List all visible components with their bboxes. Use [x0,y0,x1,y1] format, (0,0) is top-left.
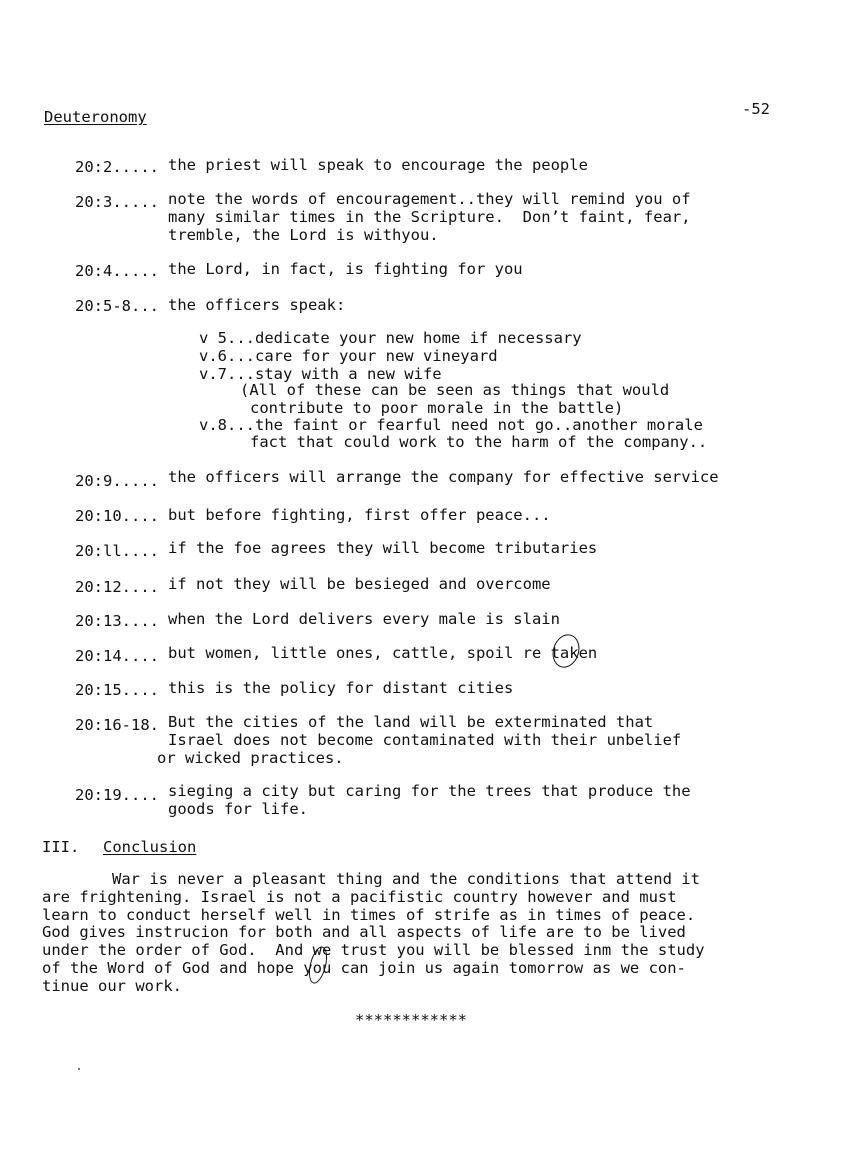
entry-text: but before fighting, first offer peace... [168,506,551,524]
entry-text: the officers speak: [168,296,346,314]
handwritten-circle-mark [548,631,583,671]
entry-ref: 20:4..... [75,262,159,280]
entry-text: But the cities of the land will be exterminated that [168,713,654,731]
entry-continuation: or wicked practices. [157,749,344,767]
subpoint-v5: v 5...dedicate your new home if necessary [199,329,582,347]
entry-ref: 20:15.... [75,681,159,699]
entry-ref: 20:5-8... [75,297,159,315]
entry-text: if the foe agrees they will become tributaries [168,539,598,557]
scan-speck [78,1068,80,1070]
section-numeral: III. [42,838,80,856]
subpoint-v8-continuation: fact that could work to the harm of the company.. [250,433,708,451]
entry-continuation: tremble, the Lord is withyou. [168,226,439,244]
entry-text: the officers will arrange the company for effective service [168,468,719,486]
entry-ref: 20:12.... [75,578,159,596]
entry-ref: 20:ll.... [75,542,159,560]
paragraph-line: War is never a pleasant thing and the conditions that attend it [112,870,700,888]
section-heading: Conclusion [103,838,197,856]
entry-continuation: Israel does not become contaminated with their unbelief [168,731,682,749]
entry-ref: 20:13.... [75,612,159,630]
entry-text: sieging a city but caring for the trees that produce the [168,782,691,800]
entry-text: but women, little ones, cattle, spoil re taken [168,644,598,662]
paragraph-line: are frightening. Israel is not a pacifistic country however and must [42,888,677,906]
entry-continuation: goods for life. [168,800,308,818]
entry-ref: 20:10.... [75,507,159,525]
entry-continuation: many similar times in the Scripture. Don’t faint, fear, [168,208,691,226]
subpoint-note: (All of these can be seen as things that would [240,381,670,399]
entry-text: if not they will be besieged and overcome [168,575,551,593]
book-title: Deuteronomy [44,108,147,126]
entry-text: when the Lord delivers every male is slain [168,610,560,628]
paragraph-line: of the Word of God and hope you can join us again tomorrow as we con- [42,959,686,977]
paragraph-line: under the order of God. And we trust you will be blessed inm the study [42,941,705,959]
paragraph-line: God gives instrucion for both and all aspects of life are to be lived [42,923,686,941]
entry-ref: 20:3..... [75,193,159,211]
entry-text: note the words of encouragement..they will remind you of [168,190,691,208]
page-number: -52 [742,100,770,118]
entry-ref: 20:19.... [75,786,159,804]
entry-text: the priest will speak to encourage the people [168,156,588,174]
entry-text: the Lord, in fact, is fighting for you [168,260,523,278]
entry-ref: 20:2..... [75,158,159,176]
entry-ref: 20:9..... [75,472,159,490]
subpoint-note: contribute to poor morale in the battle) [250,399,624,417]
entry-ref: 20:16-18. [75,716,159,734]
subpoint-v6: v.6...care for your new vineyard [199,347,498,365]
paragraph-line: learn to conduct herself well in times of strife as in times of peace. [42,906,696,924]
subpoint-v7: v.7...stay with a new wife [199,365,442,383]
subpoint-v8: v.8...the faint or fearful need not go..another morale [199,416,703,434]
paragraph-line: tinue our work. [42,977,182,995]
section-divider-stars: ************ [355,1011,467,1029]
entry-ref: 20:14.... [75,647,159,665]
entry-text: this is the policy for distant cities [168,679,514,697]
